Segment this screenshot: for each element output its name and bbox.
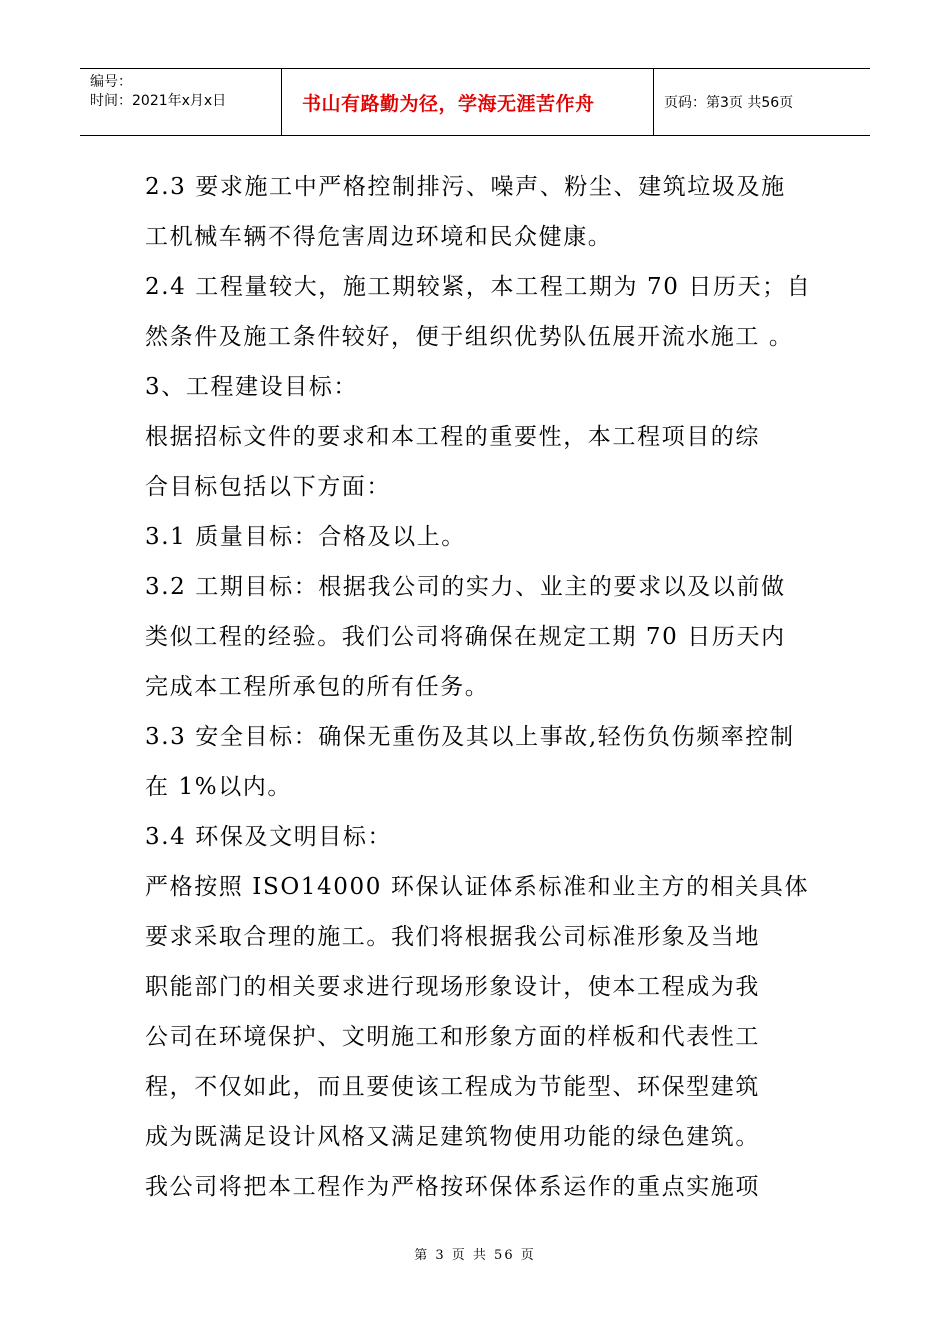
- document-time-label: 时间：2021年x月x日: [90, 93, 227, 109]
- header-page-cell: [654, 69, 870, 135]
- document-number-label: 编号：: [90, 74, 132, 90]
- body-line: 职能部门的相关要求进行现场形象设计，使本工程成为我: [145, 974, 760, 1000]
- body-line: 我公司将把本工程作为严格按环保体系运作的重点实施项: [145, 1174, 760, 1200]
- footer-page-number: 第 3 页 共 56 页: [414, 1248, 536, 1263]
- body-line: 3.3 安全目标：确保无重伤及其以上事故,轻伤负伤频率控制: [145, 724, 795, 750]
- body-line: 3.2 工期目标：根据我公司的实力、业主的要求以及以前做: [145, 574, 786, 600]
- body-line: 3.4 环保及文明目标：: [145, 824, 393, 850]
- document-body: [145, 162, 815, 1212]
- body-line: 2.4 工程量较大，施工期较紧，本工程工期为 70 日历天；自: [145, 274, 812, 300]
- header-motto-cell: [282, 69, 654, 135]
- page-footer: [0, 1244, 950, 1263]
- body-line: 然条件及施工条件较好，便于组织优势队伍展开流水施工 。: [145, 324, 794, 350]
- header-meta-cell: [80, 69, 282, 135]
- body-line: 严格按照 ISO14000 环保认证体系标准和业主方的相关具体: [145, 874, 810, 900]
- body-line: 在 1%以内。: [145, 774, 292, 800]
- body-line: 类似工程的经验。我们公司将确保在规定工期 70 日历天内: [145, 624, 786, 650]
- body-line: 成为既满足设计风格又满足建筑物使用功能的绿色建筑。: [145, 1124, 760, 1150]
- body-line: 要求采取合理的施工。我们将根据我公司标准形象及当地: [145, 924, 760, 950]
- body-line: 根据招标文件的要求和本工程的重要性，本工程项目的综: [145, 424, 760, 450]
- body-line: 工机械车辆不得危害周边环境和民众健康。: [145, 224, 613, 250]
- body-line: 合目标包括以下方面：: [145, 474, 391, 500]
- body-line: 3.1 质量目标：合格及以上。: [145, 524, 466, 550]
- body-line: 公司在环境保护、文明施工和形象方面的样板和代表性工: [145, 1024, 760, 1050]
- page-header: [80, 68, 870, 136]
- body-line: 程，不仅如此，而且要使该工程成为节能型、环保型建筑: [145, 1074, 760, 1100]
- body-line: 2.3 要求施工中严格控制排污、噪声、粉尘、建筑垃圾及施: [145, 174, 786, 200]
- header-motto: 书山有路勤为径，学海无涯苦作舟: [302, 92, 595, 115]
- header-page-info: 页码：第3页 共56页: [664, 95, 794, 111]
- section-heading: 3、工程建设目标：: [145, 374, 359, 400]
- body-line: 完成本工程所承包的所有任务。: [145, 674, 490, 700]
